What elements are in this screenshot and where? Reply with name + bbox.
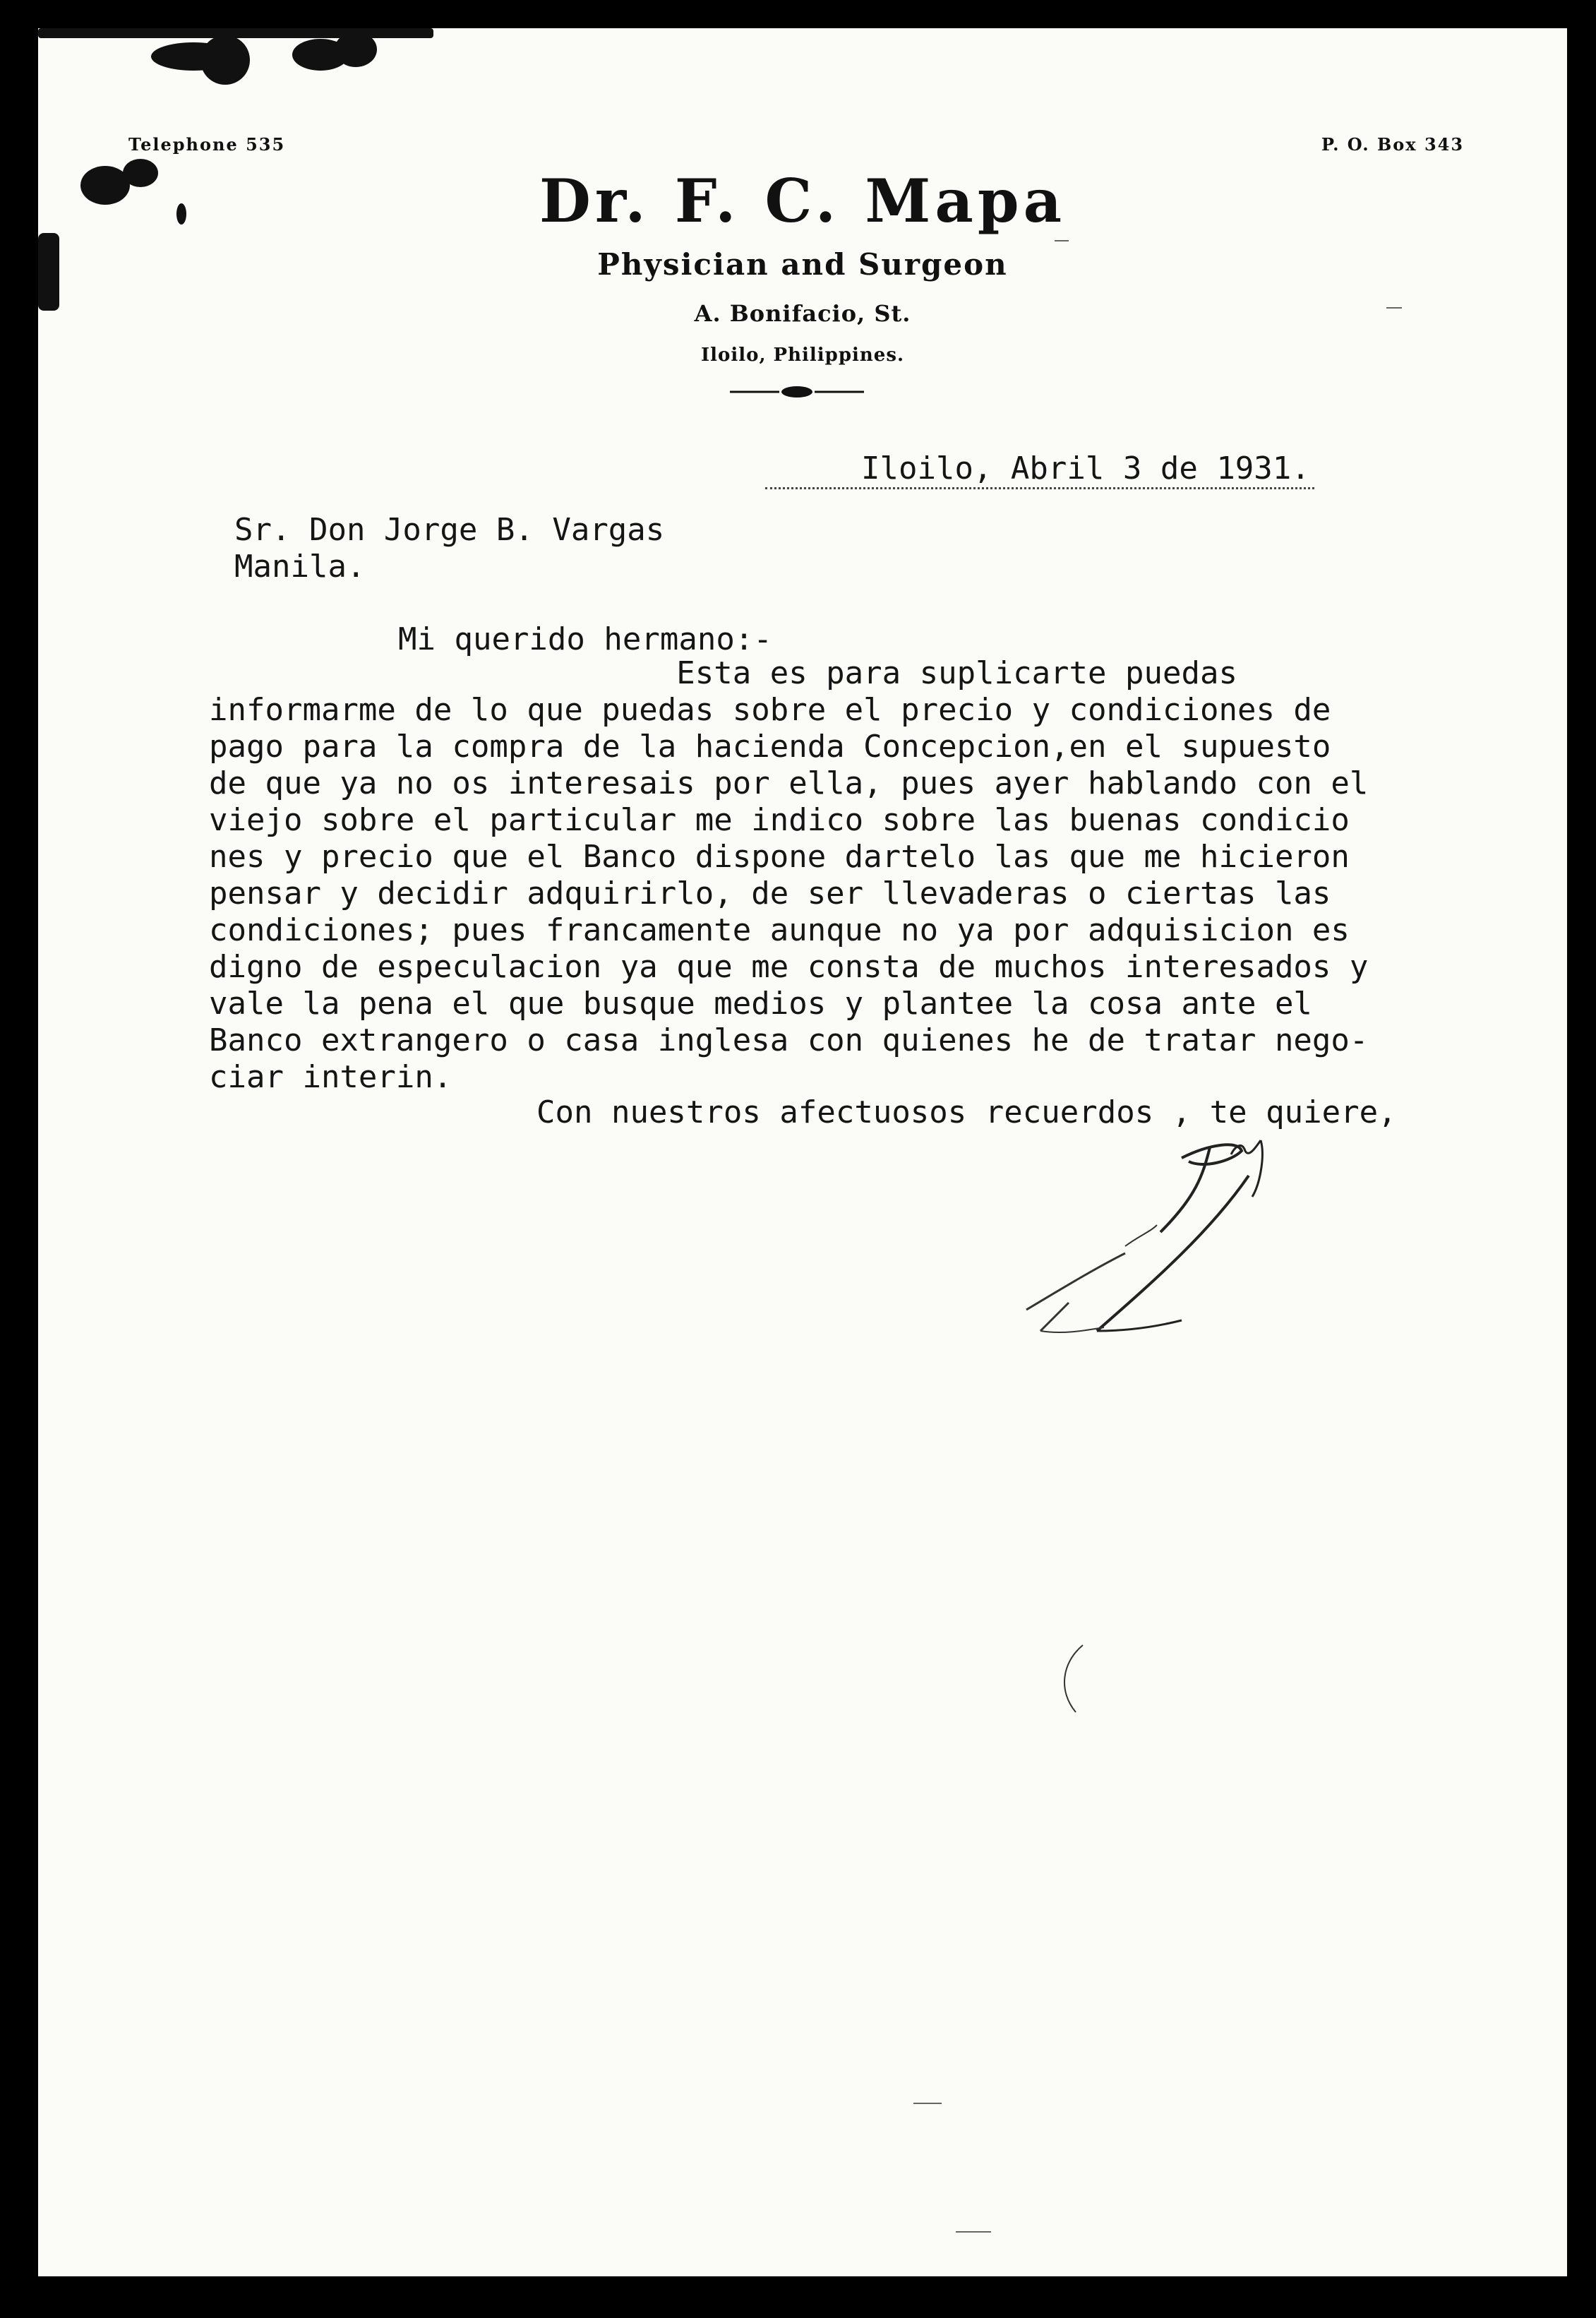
handwritten-signature [998, 1119, 1323, 1352]
letter-body [209, 655, 1368, 1096]
body-line: pago para la compra de la hacienda Concepcion,en el supuesto [209, 729, 1331, 765]
letterhead-telephone: Telephone 535 [128, 134, 286, 155]
body-line: vale la pena el que busque medios y plantee la cosa ante el [209, 986, 1312, 1022]
body-line: ciar interin. [209, 1059, 452, 1095]
letter-sheet [38, 28, 1567, 2276]
body-line: condiciones; pues francamente aunque no ya por adquisicion es [209, 912, 1350, 948]
body-line: Banco extrangero o casa inglesa con quienes he de tratar nego- [209, 1022, 1369, 1058]
speck [1055, 240, 1069, 241]
letterhead-name: Dr. F. C. Mapa [539, 166, 1066, 236]
letterhead-street: A. Bonifacio, St. [694, 300, 911, 327]
letterhead-profession: Physician and Surgeon [597, 247, 1008, 282]
letterhead-ornament [730, 381, 864, 402]
recipient-name: Sr. Don Jorge B. Vargas [234, 512, 665, 548]
ink-blot [200, 35, 250, 85]
speck [956, 2231, 991, 2233]
pencil-mark [1055, 1642, 1097, 1719]
date-line: Iloilo, Abril 3 de 1931. [765, 450, 1314, 489]
salutation: Mi querido hermano:- [398, 621, 772, 657]
recipient-block [234, 512, 664, 585]
letterhead-po-box: P. O. Box 343 [1321, 134, 1465, 155]
body-line: nes y precio que el Banco dispone dartelo las que me hicieron [209, 839, 1350, 875]
speck [1386, 307, 1402, 309]
closing-line: Con nuestros afectuosos recuerdos , te quiere, [536, 1094, 1397, 1130]
body-line: de que ya no os interesais por ella, pues ayer hablando con el [209, 765, 1369, 801]
body-line: pensar y decidir adquirirlo, de ser llevaderas o ciertas las [209, 876, 1331, 912]
body-line: viejo sobre el particular me indico sobre las buenas condicio [209, 802, 1350, 838]
body-line: digno de especulacion ya que me consta de muchos interesados y [209, 949, 1369, 985]
recipient-city: Manila. [234, 549, 366, 585]
speck [913, 2103, 942, 2104]
ink-blot [38, 28, 433, 38]
body-line: Esta es para suplicarte puedas [209, 655, 1237, 691]
body-line: informarme de lo que puedas sobre el precio y condiciones de [209, 692, 1331, 728]
letterhead-city: Iloilo, Philippines. [700, 345, 905, 366]
